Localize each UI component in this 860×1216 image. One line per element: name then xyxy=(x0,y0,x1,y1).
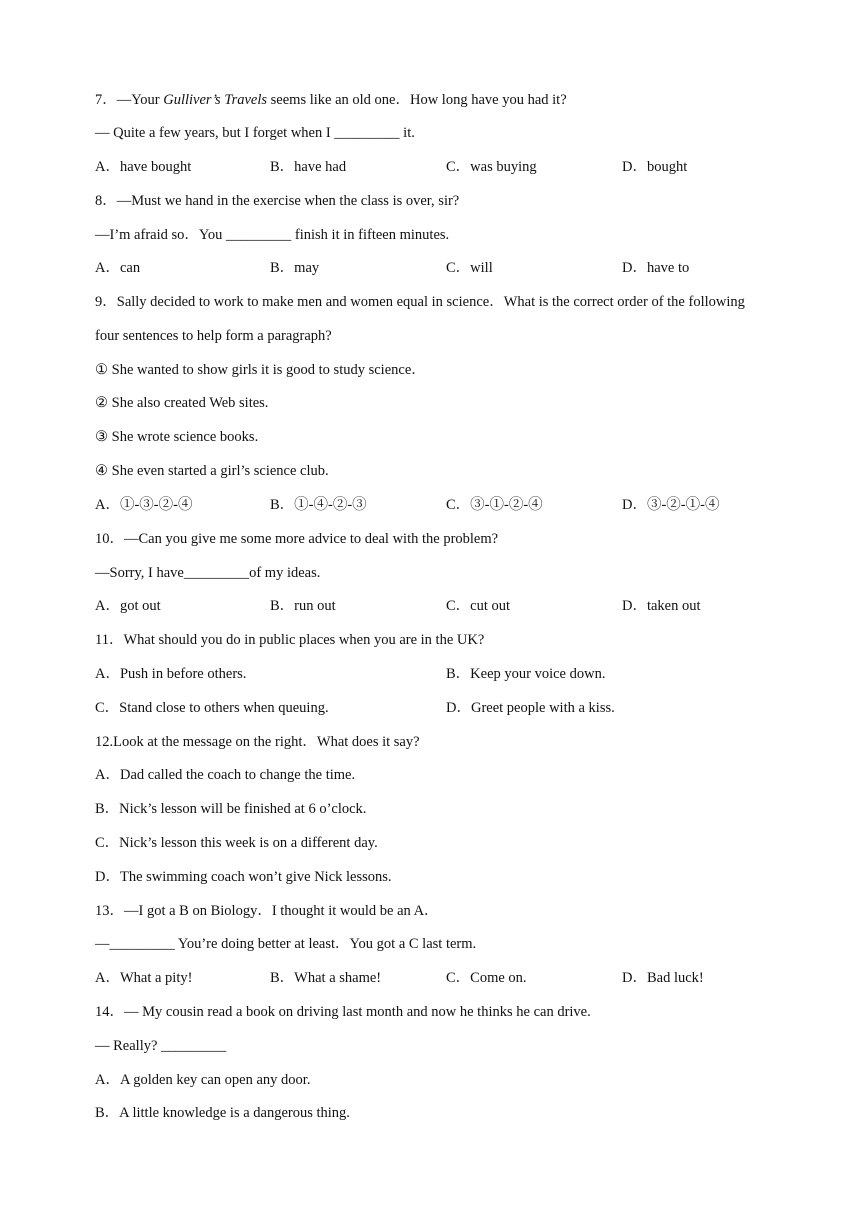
question-12-option-c: C．Nick’s lesson this week is on a different day. xyxy=(95,835,378,851)
question-8-option-d: D．have to xyxy=(622,260,690,276)
question-13-option-a: A．What a pity! xyxy=(95,970,193,986)
question-10-option-b: B．run out xyxy=(270,598,336,614)
question-10-option-a: A．got out xyxy=(95,598,161,614)
question-9-sentence-1: ① She wanted to show girls it is good to study science． xyxy=(95,362,426,378)
question-13-option-d: D．Bad luck! xyxy=(622,970,704,986)
question-12-option-a: A．Dad called the coach to change the time. xyxy=(95,767,356,783)
question-8-option-b: B．may xyxy=(270,260,320,276)
question-10-reply: —Sorry, I have_________of my ideas. xyxy=(95,565,321,581)
question-12-option-d: D．The swimming coach won’t give Nick lessons. xyxy=(95,869,392,885)
question-9-sentence-3: ③ She wrote science books. xyxy=(95,429,259,445)
question-14-option-a: A．A golden key can open any door. xyxy=(95,1072,311,1088)
question-9-sentence-2: ② She also created Web sites. xyxy=(95,395,269,411)
question-7-reply: — Quite a few years, but I forget when I _________ it. xyxy=(95,125,415,141)
question-8-reply: —I’m afraid so．You _________ finish it in fifteen minutes. xyxy=(95,227,450,243)
question-8-stem: 8．—Must we hand in the exercise when the class is over, sir? xyxy=(95,193,460,209)
question-9-sentence-4: ④ She even started a girl’s science club. xyxy=(95,463,329,479)
question-12-stem: 12.Look at the message on the right．What does it say? xyxy=(95,734,420,750)
question-7-option-d: D．bought xyxy=(622,159,688,175)
question-14-stem: 14．— My cousin read a book on driving last month and now he thinks he can drive. xyxy=(95,1004,591,1020)
question-9-option-a: A．①-③-②-④ xyxy=(95,497,193,513)
question-7-option-b: B．have had xyxy=(270,159,347,175)
question-7-stem-start: 7．—Your xyxy=(95,92,164,108)
question-9-stem-line-1: 9．Sally decided to work to make men and women equal in science．What is the correct order of the following xyxy=(95,294,745,310)
question-11-option-a: A．Push in before others. xyxy=(95,666,247,682)
question-8-option-c: C．will xyxy=(446,260,493,276)
question-8-option-a: A．can xyxy=(95,260,141,276)
question-10-option-d: D．taken out xyxy=(622,598,701,614)
question-13-stem: 13．—I got a B on Biology．I thought it would be an A． xyxy=(95,903,439,919)
question-10-option-c: C．cut out xyxy=(446,598,511,614)
question-13-option-c: C．Come on. xyxy=(446,970,527,986)
question-7-option-c: C．was buying xyxy=(446,159,537,175)
question-9-option-b: B．①-④-②-③ xyxy=(270,497,367,513)
question-10-stem: 10．—Can you give me some more advice to deal with the problem? xyxy=(95,531,499,547)
question-14-reply: — Really? _________ xyxy=(95,1038,227,1054)
question-13-reply: —_________ You’re doing better at least．You got a C last term. xyxy=(95,936,477,952)
question-7-stem xyxy=(95,90,567,110)
question-12-option-b: B．Nick’s lesson will be finished at 6 o’clock. xyxy=(95,801,367,817)
question-9-option-d: D．③-②-①-④ xyxy=(622,497,720,513)
question-13-option-b: B．What a shame! xyxy=(270,970,382,986)
question-11-option-c: C．Stand close to others when queuing. xyxy=(95,700,329,716)
question-7-stem-end: seems like an old one．How long have you had it? xyxy=(267,92,567,108)
question-14-option-b: B．A little knowledge is a dangerous thing. xyxy=(95,1105,350,1121)
book-title: Gulliver’s Travels xyxy=(163,92,268,108)
question-9-option-c: C．③-①-②-④ xyxy=(446,497,543,513)
question-11-option-d: D．Greet people with a kiss. xyxy=(446,700,615,716)
question-7-option-a: A．have bought xyxy=(95,159,192,175)
question-11-option-b: B．Keep your voice down. xyxy=(446,666,606,682)
question-9-stem-line-2: four sentences to help form a paragraph? xyxy=(95,328,332,344)
question-11-stem: 11．What should you do in public places when you are in the UK? xyxy=(95,632,485,648)
